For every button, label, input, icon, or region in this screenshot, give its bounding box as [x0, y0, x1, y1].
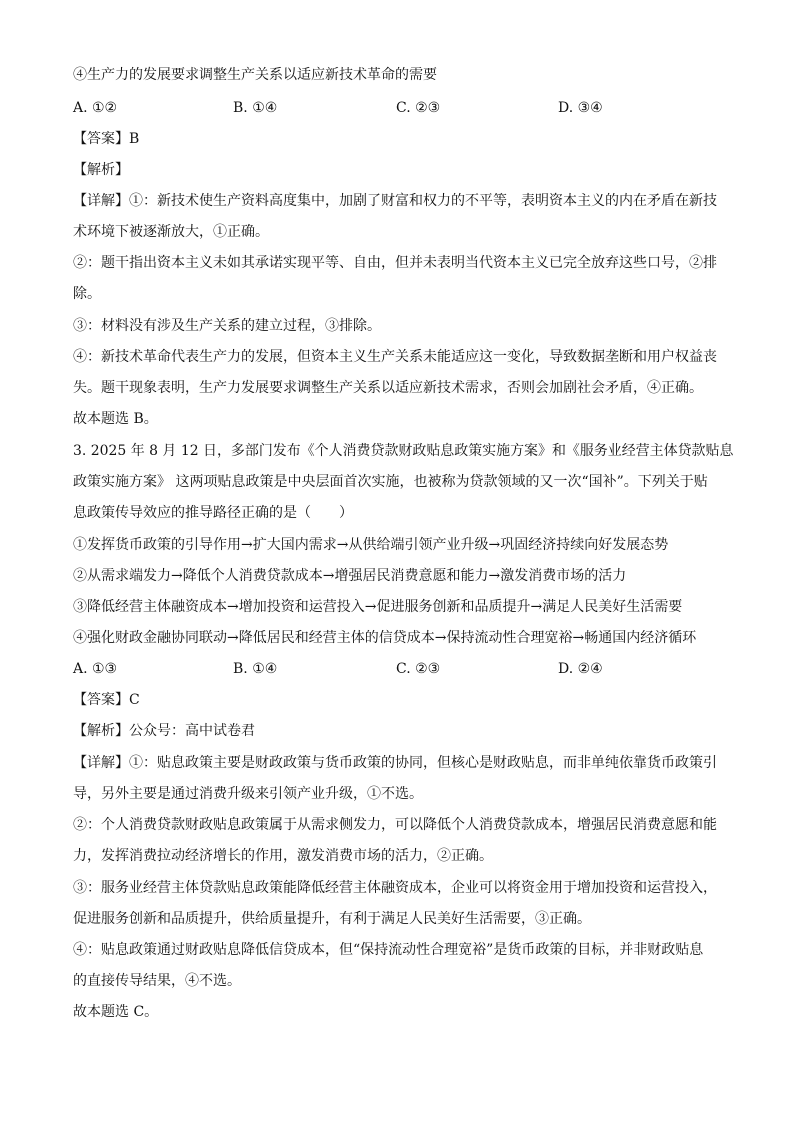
q3-detail-line: ②：个人消费贷款财政贴息政策属于从需求侧发力，可以降低个人消费贷款成本，增强居民消费意愿和能 [73, 817, 717, 833]
q2-item-4: ④生产力的发展要求调整生产关系以适应新技术革命的需要 [73, 67, 437, 83]
q3-stem-line: 3. 2025 年 8 月 12 日，多部门发布《个人消费贷款财政贴息政策实施方案》和《服务业经营主体贷款贴息 [73, 443, 734, 459]
q3-options [73, 659, 733, 679]
q2-detail-line: 术环境下被逐渐放大，①正确。 [73, 224, 269, 240]
q3-item-3: ③降低经营主体融资成本→增加投资和运营投入→促进服务创新和品质提升→满足人民美好生活需要 [73, 599, 683, 615]
q3-option-d: D. ②④ [558, 661, 603, 677]
q3-option-c: C. ②③ [396, 661, 441, 677]
q2-options [73, 98, 733, 118]
q2-option-d: D. ③④ [558, 100, 603, 116]
q3-detail-line: ③：服务业经营主体贷款贴息政策能降低经营主体融资成本，企业可以将资金用于增加投资和运营投入， [73, 880, 717, 896]
q3-detail-line: 促进服务创新和品质提升，供给质量提升，有利于满足人民美好生活需要，③正确。 [73, 911, 591, 927]
q2-analysis-heading: 【解析】 [73, 162, 129, 178]
q2-conclusion: 故本题选 B。 [73, 411, 158, 427]
q2-detail-line: 【详解】①：新技术使生产资料高度集中，加剧了财富和权力的不平等，表明资本主义的内在矛盾在新技 [73, 193, 717, 209]
q3-item-1: ①发挥货币政策的引导作用→扩大国内需求→从供给端引领产业升级→巩固经济持续向好发展态势 [73, 537, 669, 553]
q3-option-a: A. ①③ [73, 661, 118, 677]
q3-item-2: ②从需求端发力→降低个人消费贷款成本→增强居民消费意愿和能力→激发消费市场的活力 [73, 568, 627, 584]
q3-stem-line: 政策实施方案》 这两项贴息政策是中央层面首次实施，也被称为贷款领域的又一次“国补”。下列关于贴 [73, 474, 708, 490]
q2-detail-line: 除。 [73, 286, 101, 302]
q3-conclusion: 故本题选 C。 [73, 1004, 159, 1020]
q3-answer: 【答案】C [73, 692, 140, 708]
q3-analysis-heading: 【解析】公众号：高中试卷君 [73, 723, 255, 739]
q2-detail-line: ③：材料没有涉及生产关系的建立过程，③排除。 [73, 318, 381, 334]
q2-option-b: B. ①④ [233, 100, 278, 116]
q3-detail-line: 导，另外主要是通过消费升级来引领产业升级，①不选。 [73, 786, 423, 802]
q2-answer: 【答案】B [73, 131, 140, 147]
q3-detail-line: 的直接传导结果，④不选。 [73, 973, 241, 989]
q2-option-a: A. ①② [73, 100, 118, 116]
q3-stem-line: 息政策传导效应的推导路径正确的是（ ） [73, 505, 353, 521]
q2-detail-line: ②：题干指出资本主义未如其承诺实现平等、自由，但并未表明当代资本主义已完全放弃这些口号，②排 [73, 255, 717, 271]
q3-detail-line: ④：贴息政策通过财政贴息降低信贷成本，但“保持流动性合理宽裕”是货币政策的目标，并非财政贴息 [73, 942, 704, 958]
q3-detail-line: 【详解】①：贴息政策主要是财政政策与货币政策的协同，但核心是财政贴息，而非单纯依靠货币政策引 [73, 755, 717, 771]
q2-option-c: C. ②③ [396, 100, 441, 116]
q3-item-4: ④强化财政金融协同联动→降低居民和经营主体的信贷成本→保持流动性合理宽裕→畅通国内经济循环 [73, 630, 697, 646]
q3-option-b: B. ①④ [233, 661, 278, 677]
q2-detail-line: ④：新技术革命代表生产力的发展，但资本主义生产关系未能适应这一变化，导致数据垄断和用户权益丧 [73, 349, 717, 365]
q2-detail-line: 失。题干现象表明，生产力发展要求调整生产关系以适应新技术需求，否则会加剧社会矛盾，④正确。 [73, 380, 703, 396]
q3-detail-line: 力，发挥消费拉动经济增长的作用，激发消费市场的活力，②正确。 [73, 848, 493, 864]
